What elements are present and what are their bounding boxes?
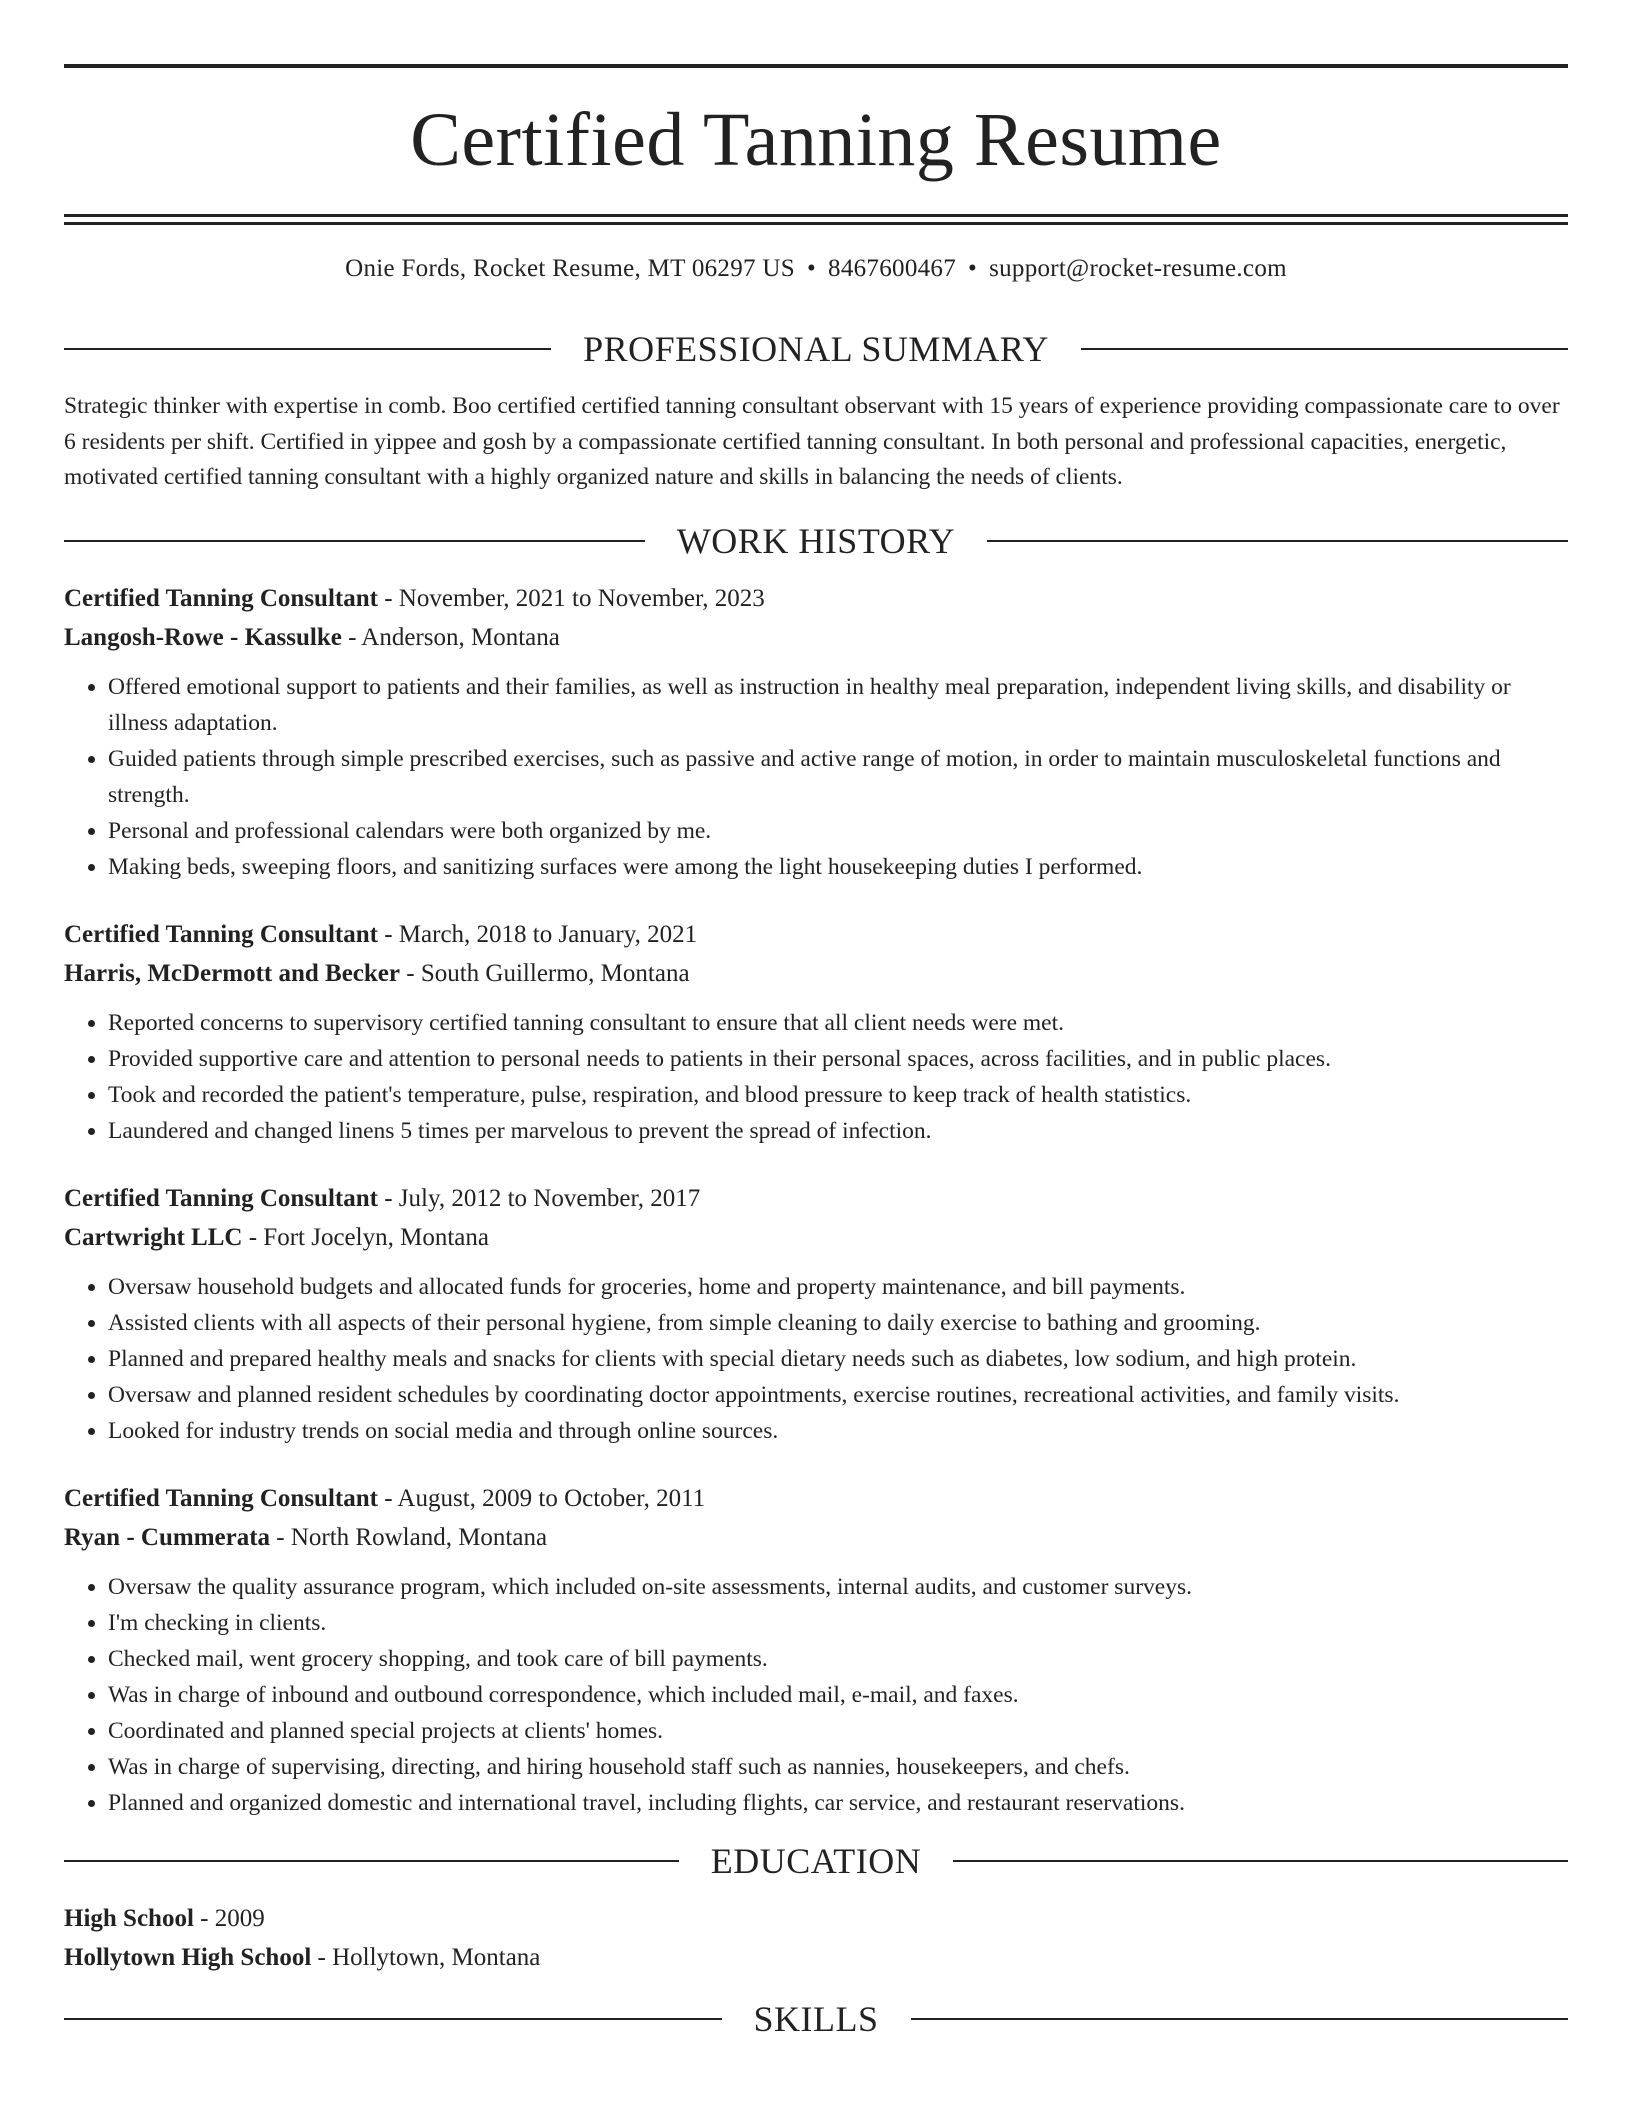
divider [1081, 348, 1568, 350]
job-company-line [64, 954, 1568, 993]
list-item: • Checked mail, went grocery shopping, and took care of bill payments. [108, 1641, 1568, 1677]
contact-separator: • [968, 255, 978, 282]
job-title: Certified Tanning Consultant [64, 921, 378, 948]
divider [64, 2018, 722, 2020]
list-item: • Planned and organized domestic and international travel, including flights, car service, and restaurant reservations. [108, 1785, 1568, 1821]
job-dates: - March, 2018 to January, 2021 [377, 921, 698, 948]
job-company-line [64, 1518, 1568, 1557]
list-item: • Assisted clients with all aspects of their personal hygiene, from simple cleaning to daily exercise to bathing and grooming. [108, 1305, 1568, 1341]
contact-email: support@rocket-resume.com [989, 255, 1287, 282]
job-location: - Anderson, Montana [341, 624, 560, 651]
job-dates: - July, 2012 to November, 2017 [377, 1185, 701, 1212]
job-location: - North Rowland, Montana [270, 1524, 548, 1551]
list-item: • Oversaw the quality assurance program, which included on-site assessments, internal audits, and customer surveys. [108, 1569, 1568, 1605]
contact-line [64, 255, 1568, 295]
list-item: • Coordinated and planned special projects at clients' homes. [108, 1713, 1568, 1749]
list-item: • Offered emotional support to patients and their families, as well as instruction in healthy meal preparation, independent living skills, and disability or illness adaptation. [108, 669, 1568, 741]
job-title: Certified Tanning Consultant [64, 1185, 378, 1212]
job-location: - South Guillermo, Montana [400, 960, 690, 987]
summary-text: Strategic thinker with expertise in comb. Boo certified certified tanning consultant observant with 15 years of experience providing compassionate care to over 6 residents per shift. Certified in yippee and gosh by a compassionate certified tanning consultant. In both personal and professional capacities, energetic, motivated certified tanning consultant with a highly organized nature and skills in balancing the needs of clients. [64, 393, 1560, 490]
divider [64, 1860, 679, 1862]
job-entry [64, 1179, 1568, 1449]
contact-separator: • [806, 255, 817, 282]
contact-phone: 8467600467 [828, 255, 957, 282]
list-item: • Took and recorded the patient's temperature, pulse, respiration, and blood pressure to keep track of health statistics. [108, 1077, 1568, 1113]
divider [64, 348, 551, 350]
list-item: • Planned and prepared healthy meals and snacks for clients with special dietary needs such as diabetes, low sodium, and high protein. [108, 1341, 1568, 1377]
job-entry [64, 579, 1568, 885]
work-history-list [64, 579, 1568, 1821]
section-title: PROFESSIONAL SUMMARY [583, 329, 1049, 369]
list-item: • Oversaw household budgets and allocated funds for groceries, home and property maintenance, and bill payments. [108, 1269, 1568, 1305]
job-entry [64, 1479, 1568, 1821]
title-double-rule [64, 214, 1568, 225]
divider [64, 540, 645, 542]
job-dates: - November, 2021 to November, 2023 [377, 585, 765, 612]
job-title-line [64, 1179, 1568, 1218]
section-title: SKILLS [753, 1999, 879, 2039]
job-bullets [64, 1005, 1568, 1149]
education-entry [64, 1899, 1568, 1977]
education-location: - Hollytown, Montana [311, 1944, 541, 1971]
job-company: Langosh-Rowe - Kassulke [64, 624, 342, 651]
section-heading-summary [64, 327, 1568, 371]
job-company-line [64, 618, 1568, 657]
list-item: • Was in charge of inbound and outbound correspondence, which included mail, e-mail, and faxes. [108, 1677, 1568, 1713]
job-company: Ryan - Cummerata [64, 1524, 271, 1551]
job-title: Certified Tanning Consultant [64, 1485, 378, 1512]
list-item: • Making beds, sweeping floors, and sanitizing surfaces were among the light housekeeping duties I performed. [108, 849, 1568, 885]
divider [987, 540, 1568, 542]
list-item: • I'm checking in clients. [108, 1605, 1568, 1641]
section-title: EDUCATION [710, 1841, 922, 1881]
job-title-line [64, 579, 1568, 618]
job-dates: - August, 2009 to October, 2011 [377, 1485, 706, 1512]
job-bullets [64, 669, 1568, 885]
list-item: • Laundered and changed linens 5 times per marvelous to prevent the spread of infection. [108, 1113, 1568, 1149]
section-title: WORK HISTORY [676, 521, 956, 561]
list-item: • Provided supportive care and attention to personal needs to patients in their personal spaces, across facilities, and in public places. [108, 1041, 1568, 1077]
section-heading-work [64, 519, 1568, 563]
list-item: • Reported concerns to supervisory certified tanning consultant to ensure that all client needs were met. [108, 1005, 1568, 1041]
section-heading-education [64, 1839, 1568, 1883]
education-degree-line [64, 1899, 1568, 1938]
divider [911, 2018, 1569, 2020]
education-year: - 2009 [193, 1905, 265, 1932]
education-degree: High School [64, 1905, 194, 1932]
section-heading-skills [64, 1997, 1568, 2041]
job-title-line [64, 915, 1568, 954]
list-item: • Guided patients through simple prescribed exercises, such as passive and active range of motion, in order to maintain musculoskeletal functions and strength. [108, 741, 1568, 813]
job-company: Cartwright LLC [64, 1224, 243, 1251]
resume-page [64, 64, 1568, 2041]
resume-title: Certified Tanning Resume [410, 98, 1222, 182]
list-item: • Looked for industry trends on social media and through online sources. [108, 1413, 1568, 1449]
job-company-line [64, 1218, 1568, 1257]
contact-address: Onie Fords, Rocket Resume, MT 06297 US [345, 255, 795, 282]
job-location: - Fort Jocelyn, Montana [242, 1224, 489, 1251]
list-item: • Was in charge of supervising, directing, and hiring household staff such as nannies, housekeepers, and chefs. [108, 1749, 1568, 1785]
job-title-line [64, 1479, 1568, 1518]
top-rule [64, 64, 1568, 68]
education-school: Hollytown High School [64, 1944, 312, 1971]
job-bullets [64, 1569, 1568, 1821]
divider [953, 1860, 1568, 1862]
job-entry [64, 915, 1568, 1149]
job-bullets [64, 1269, 1568, 1449]
list-item: • Personal and professional calendars were both organized by me. [108, 813, 1568, 849]
education-school-line [64, 1938, 1568, 1977]
list-item: • Oversaw and planned resident schedules by coordinating doctor appointments, exercise routines, recreational activities, and family visits. [108, 1377, 1568, 1413]
job-title: Certified Tanning Consultant [64, 585, 378, 612]
job-company: Harris, McDermott and Becker [64, 960, 400, 987]
